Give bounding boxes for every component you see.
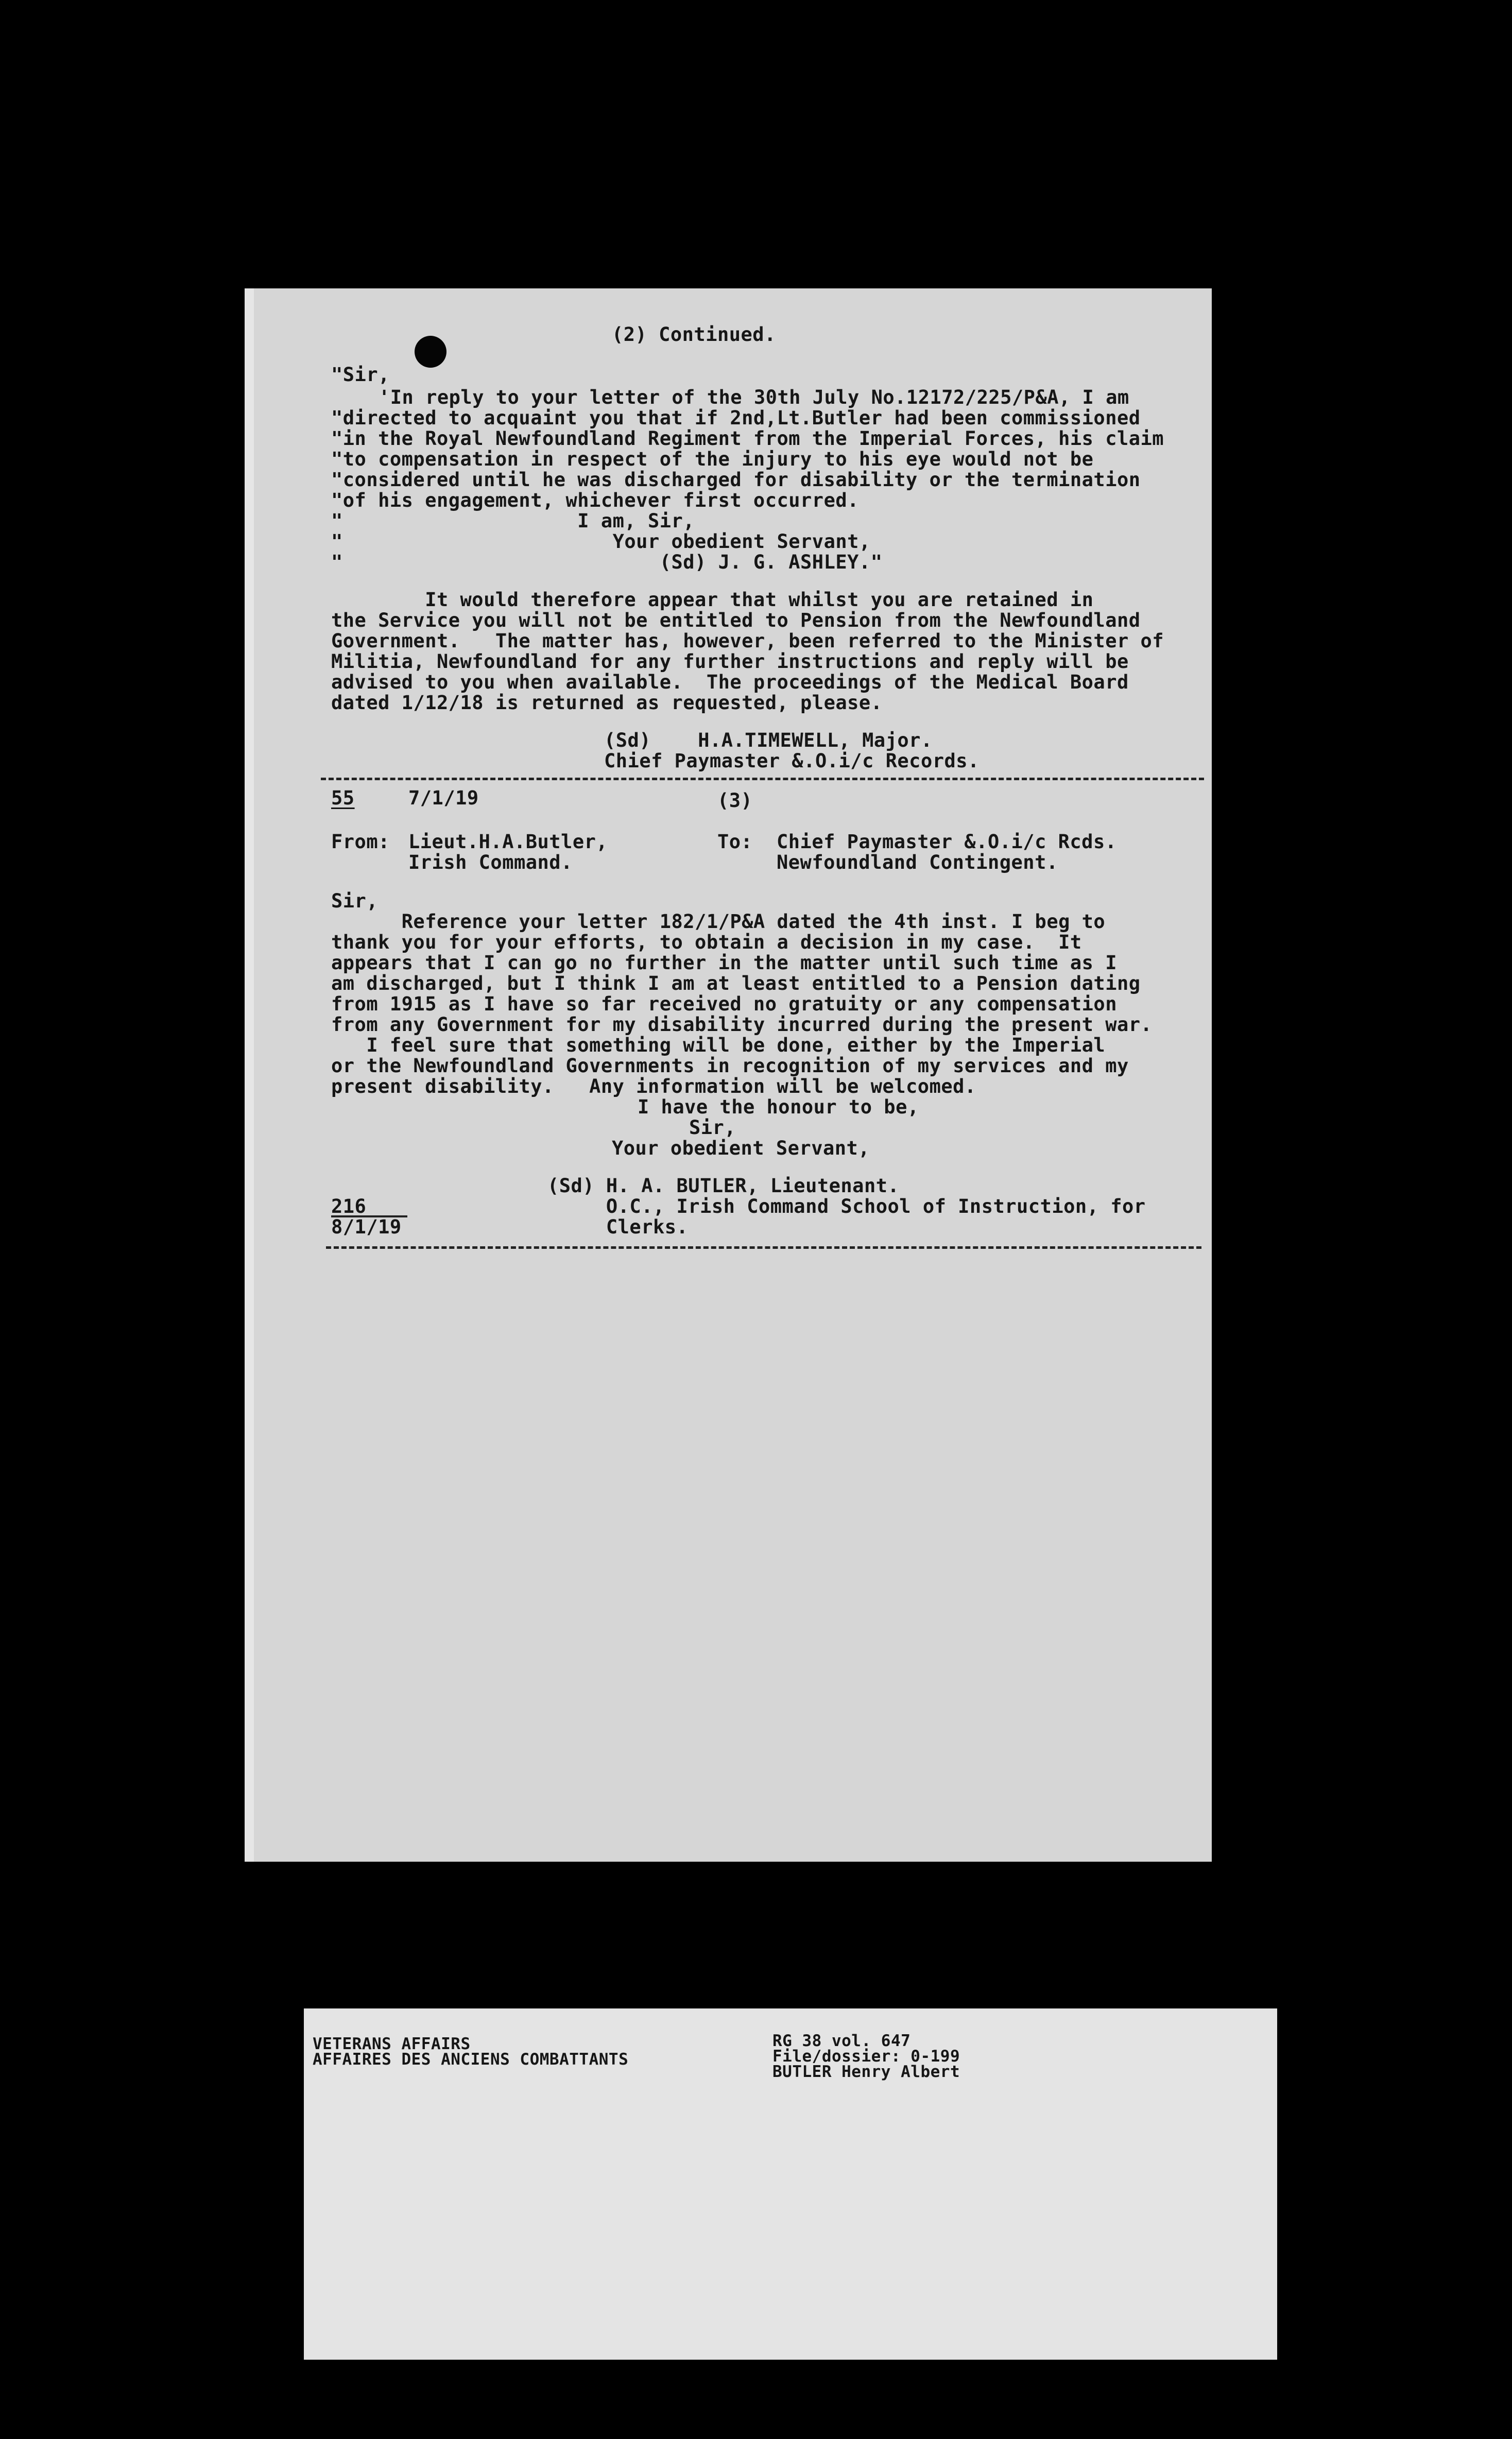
memo-date: 7/1/19: [408, 787, 479, 809]
memo-salutation: Sir,: [331, 890, 379, 912]
document-page: [245, 288, 1212, 1862]
memo-number: 55: [331, 787, 355, 809]
signature-line: (Sd) H.A.TIMEWELL, Major.: [604, 729, 933, 751]
signature-line: Chief Paymaster &.O.i/c Records.: [604, 750, 980, 772]
agency-english: VETERANS AFFAIRS: [313, 2035, 471, 2053]
quote-closing: " (Sd) J. G. ASHLEY.": [331, 551, 883, 573]
archive-reference-card: [304, 2008, 1277, 2360]
body-line: Militia, Newfoundland for any further instructions and reply will be: [331, 650, 1129, 673]
memo-closing: I have the honour to be,: [638, 1096, 919, 1118]
body-line: the Service you will not be entitled to Pension from the Newfoundland: [331, 609, 1141, 631]
memo-signature: (Sd) H. A. BUTLER, Lieutenant.: [547, 1175, 900, 1197]
body-line: advised to you when available. The proceedings of the Medical Board: [331, 671, 1129, 693]
end-divider: [326, 1246, 1201, 1249]
memo-closing: Sir,: [689, 1117, 736, 1139]
memo-body-line: thank you for your efforts, to obtain a decision in my case. It: [331, 931, 1082, 953]
memo-signature: Clerks.: [547, 1216, 689, 1238]
from-label: From:: [331, 831, 390, 853]
quote-line: "considered until he was discharged for disability or the termination: [331, 469, 1141, 491]
memo-body-line: I feel sure that something will be done, either by the Imperial: [331, 1034, 1106, 1056]
body-line: It would therefore appear that whilst you are retained in: [331, 589, 1094, 611]
continued-heading: (2) Continued.: [612, 323, 776, 346]
body-line: Government. The matter has, however, been referred to the Minister of: [331, 630, 1164, 652]
quote-line: "to compensation in respect of the injury to his eye would not be: [331, 448, 1094, 470]
from-line: Lieut.H.A.Butler,: [408, 831, 608, 853]
reference-date: 8/1/19: [331, 1216, 402, 1238]
quote-line: "of his engagement, whichever first occurred.: [331, 489, 859, 511]
memo-body-line: from 1915 as I have so far received no gratuity or any compensation: [331, 993, 1117, 1015]
record-group-reference: RG 38 vol. 647: [772, 2032, 911, 2050]
file-number: File/dossier: 0-199: [772, 2047, 960, 2066]
punch-hole: [415, 336, 446, 368]
agency-french: AFFAIRES DES ANCIENS COMBATTANTS: [313, 2050, 629, 2069]
memo-body-line: present disability. Any information will be welcomed.: [331, 1075, 976, 1097]
quote-line: "directed to acquaint you that if 2nd,Lt.Butler had been commissioned: [331, 407, 1141, 429]
quote-closing: " Your obedient Servant,: [331, 530, 871, 553]
body-line: dated 1/12/18 is returned as requested, please.: [331, 692, 883, 714]
memo-body-line: am discharged, but I think I am at least entitled to a Pension dating: [331, 972, 1141, 994]
to-line: Newfoundland Contingent.: [777, 851, 1058, 873]
reference-number: 216: [331, 1195, 367, 1217]
to-line: Chief Paymaster &.O.i/c Rcds.: [777, 831, 1117, 853]
memo-closing: Your obedient Servant,: [612, 1137, 870, 1159]
quote-line: 'In reply to your letter of the 30th July No.12172/225/P&A, I am: [379, 386, 1129, 408]
memo-body-line: Reference your letter 182/1/P&A dated the 4th inst. I beg to: [331, 911, 1106, 933]
memo-body-line: appears that I can go no further in the matter until such time as I: [331, 952, 1117, 974]
memo-body-line: from any Government for my disability incurred during the present war.: [331, 1014, 1153, 1036]
quote-line: "in the Royal Newfoundland Regiment from the Imperial Forces, his claim: [331, 427, 1164, 450]
quote-closing: " I am, Sir,: [331, 510, 695, 532]
memo-section: (3): [717, 789, 753, 812]
memo-signature: O.C., Irish Command School of Instruction, for: [547, 1195, 1146, 1217]
to-label: To:: [717, 831, 753, 853]
quote-salutation: "Sir,: [331, 364, 390, 386]
memo-body-line: or the Newfoundland Governments in recognition of my services and my: [331, 1055, 1129, 1077]
from-line: Irish Command.: [408, 851, 573, 873]
section-divider: [321, 778, 1204, 780]
person-name: BUTLER Henry Albert: [772, 2063, 960, 2081]
